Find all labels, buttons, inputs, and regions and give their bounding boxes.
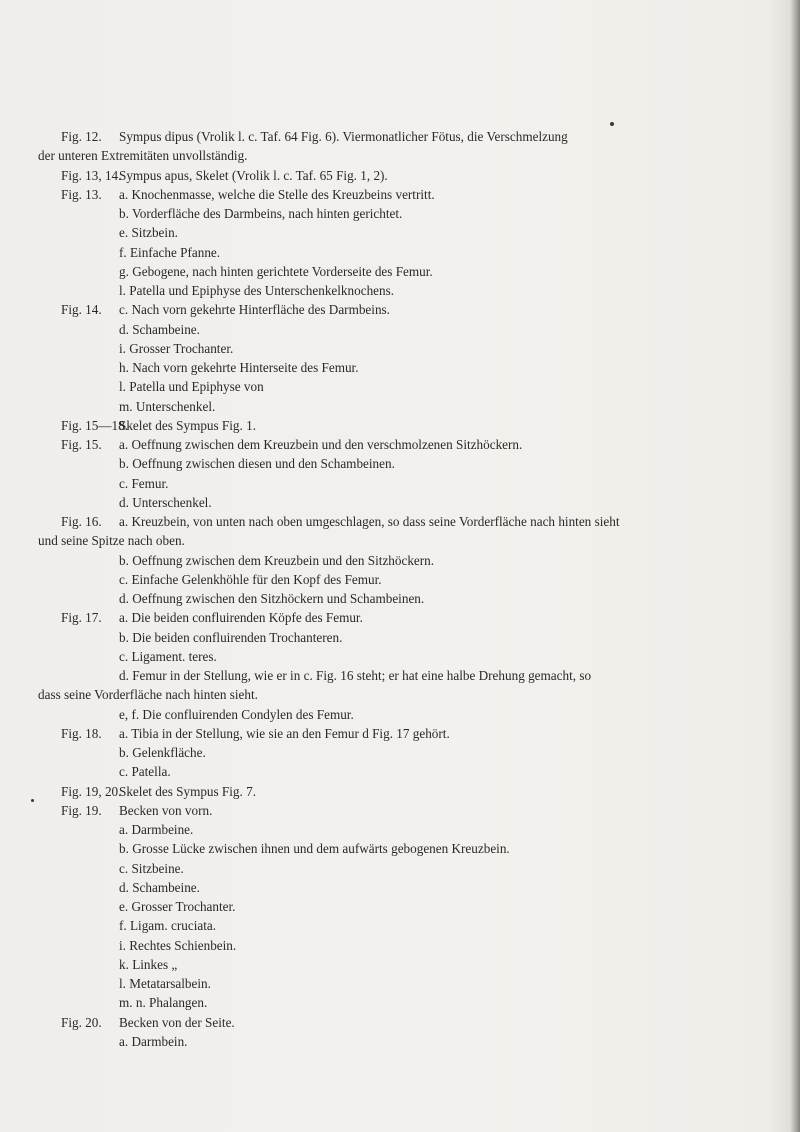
line-text: g. Gebogene, nach hinten gerichtete Vorderseite des Femur.	[119, 263, 433, 279]
text-line	[38, 801, 773, 820]
line-text: Becken von vorn.	[119, 802, 213, 818]
line-text: c. Nach vorn gekehrte Hinterfläche des Darmbeins.	[119, 302, 390, 318]
text-line	[38, 512, 773, 531]
line-text: Becken von der Seite.	[119, 1014, 235, 1030]
text-line	[38, 281, 773, 300]
text-line	[38, 685, 773, 704]
figure-label: Fig. 18.	[61, 725, 102, 741]
text-line	[38, 185, 773, 204]
line-text: b. Oeffnung zwischen dem Kreuzbein und den Sitzhöckern.	[119, 552, 435, 568]
text-line	[38, 743, 773, 762]
line-text: a. Darmbein.	[119, 1033, 188, 1049]
line-text: e. Sitzbein.	[119, 225, 178, 241]
figure-label: Fig. 19, 20.	[61, 783, 122, 799]
line-text: e, f. Die confluirenden Condylen des Femur.	[119, 706, 354, 722]
figure-label: Fig. 12.	[61, 129, 102, 144]
line-text: m. n. Phalangen.	[119, 995, 208, 1011]
text-line	[38, 974, 773, 993]
text-line	[38, 589, 773, 608]
line-text: b. Vorderfläche des Darmbeins, nach hinten gerichtet.	[119, 206, 403, 221]
figure-label: Fig. 13.	[61, 186, 102, 202]
text-line	[38, 551, 773, 570]
text-line	[38, 820, 773, 839]
line-text: m. Unterschenkel.	[119, 398, 216, 414]
line-text: c. Ligament. teres.	[119, 648, 217, 664]
line-text: a. Die beiden confluirenden Köpfe des Femur.	[119, 610, 363, 626]
line-text: f. Einfache Pfanne.	[119, 244, 221, 260]
text-line	[38, 628, 773, 647]
line-text: d. Schambeine.	[119, 879, 200, 895]
figure-label: Fig. 17.	[61, 610, 102, 626]
line-text: c. Einfache Gelenkhöhle für den Kopf des Femur.	[119, 571, 382, 587]
text-line	[38, 1032, 773, 1051]
line-text: l. Patella und Epiphyse des Unterschenkelknochens.	[119, 283, 395, 298]
line-text: a. Darmbeine.	[119, 822, 194, 837]
line-text: d. Femur in der Stellung, wie er in c. Fig. 16 steht; er hat eine halbe Drehung gemacht, so	[119, 668, 592, 683]
text-line	[38, 300, 773, 319]
text-line	[38, 358, 773, 377]
text-line	[38, 243, 773, 262]
line-text: Sympus apus, Skelet (Vrolik l. c. Taf. 65 Fig. 1, 2).	[119, 167, 388, 183]
line-text: a. Tibia in der Stellung, wie sie an den Femur d Fig. 17 gehört.	[119, 725, 450, 741]
line-text: c. Sitzbeine.	[119, 860, 184, 876]
line-text: d. Schambeine.	[119, 321, 200, 337]
text-line	[38, 916, 773, 935]
text-line	[38, 955, 773, 974]
text-line	[38, 204, 773, 223]
line-text: Skelet des Sympus Fig. 1.	[119, 417, 257, 433]
line-text: der unteren Extremitäten unvollständig.	[38, 148, 248, 164]
line-text: h. Nach vorn gekehrte Hinterseite des Femur.	[119, 360, 359, 375]
figure-label: Fig. 14.	[61, 302, 102, 318]
line-text: Skelet des Sympus Fig. 7.	[119, 783, 257, 799]
text-line	[38, 531, 773, 550]
text-line	[38, 993, 773, 1012]
line-text: l. Patella und Epiphyse von	[119, 379, 264, 395]
figure-label: Fig. 20.	[61, 1014, 102, 1030]
line-text: i. Grosser Trochanter.	[119, 340, 234, 356]
ink-speck	[610, 122, 614, 126]
text-line	[38, 454, 773, 473]
line-text: l. Metatarsalbein.	[119, 976, 211, 991]
text-line	[38, 223, 773, 242]
text-line	[38, 878, 773, 897]
text-line	[38, 839, 773, 858]
text-line	[38, 320, 773, 339]
text-line	[38, 127, 773, 146]
text-line	[38, 474, 773, 493]
text-line	[38, 724, 773, 743]
line-text: c. Femur.	[119, 475, 169, 491]
text-line	[38, 339, 773, 358]
text-line	[38, 166, 773, 185]
figure-label: Fig. 15—18.	[61, 417, 129, 433]
line-text: f. Ligam. cruciata.	[119, 918, 217, 934]
text-line	[38, 762, 773, 781]
line-text: i. Rechtes Schienbein.	[119, 937, 237, 953]
text-line	[38, 1013, 773, 1032]
figure-label: Fig. 13, 14.	[61, 167, 122, 183]
text-line	[38, 666, 773, 685]
line-text: dass seine Vorderfläche nach hinten sieht.	[38, 687, 258, 703]
text-line	[38, 859, 773, 878]
line-text: a. Kreuzbein, von unten nach oben umgeschlagen, so dass seine Vorderfläche nach hinten sieht	[119, 514, 620, 529]
line-text: d. Unterschenkel.	[119, 494, 212, 510]
text-line	[38, 897, 773, 916]
text-line	[38, 377, 773, 396]
line-text: b. Die beiden confluirenden Trochanteren.	[119, 629, 343, 645]
text-line	[38, 416, 773, 435]
text-line	[38, 435, 773, 454]
line-text: c. Patella.	[119, 764, 171, 780]
figure-label: Fig. 19.	[61, 802, 102, 818]
text-line	[38, 936, 773, 955]
line-text: a. Oeffnung zwischen dem Kreuzbein und den verschmolzenen Sitzhöckern.	[119, 437, 523, 452]
page-edge-shadow	[790, 0, 800, 1132]
line-text: b. Oeffnung zwischen diesen und den Schambeinen.	[119, 456, 395, 472]
figure-label: Fig. 16.	[61, 514, 102, 529]
figure-legend-text	[38, 127, 773, 1051]
text-line	[38, 146, 773, 165]
line-text: a. Knochenmasse, welche die Stelle des Kreuzbeins vertritt.	[119, 186, 435, 202]
text-line	[38, 493, 773, 512]
text-line	[38, 570, 773, 589]
text-line	[38, 608, 773, 627]
line-text: und seine Spitze nach oben.	[38, 533, 185, 549]
text-line	[38, 397, 773, 416]
text-line	[38, 782, 773, 801]
line-text: b. Grosse Lücke zwischen ihnen und dem aufwärts gebogenen Kreuzbein.	[119, 841, 510, 857]
figure-label: Fig. 15.	[61, 437, 102, 452]
text-line	[38, 647, 773, 666]
text-line	[38, 705, 773, 724]
line-text: Sympus dipus (Vrolik l. c. Taf. 64 Fig. 6). Viermonatlicher Fötus, die Verschmelzung	[119, 129, 568, 144]
line-text: d. Oeffnung zwischen den Sitzhöckern und Schambeinen.	[119, 591, 425, 606]
ink-speck	[31, 799, 34, 802]
line-text: k. Linkes „	[119, 956, 178, 972]
line-text: e. Grosser Trochanter.	[119, 899, 236, 914]
line-text: b. Gelenkfläche.	[119, 745, 206, 760]
text-line	[38, 262, 773, 281]
